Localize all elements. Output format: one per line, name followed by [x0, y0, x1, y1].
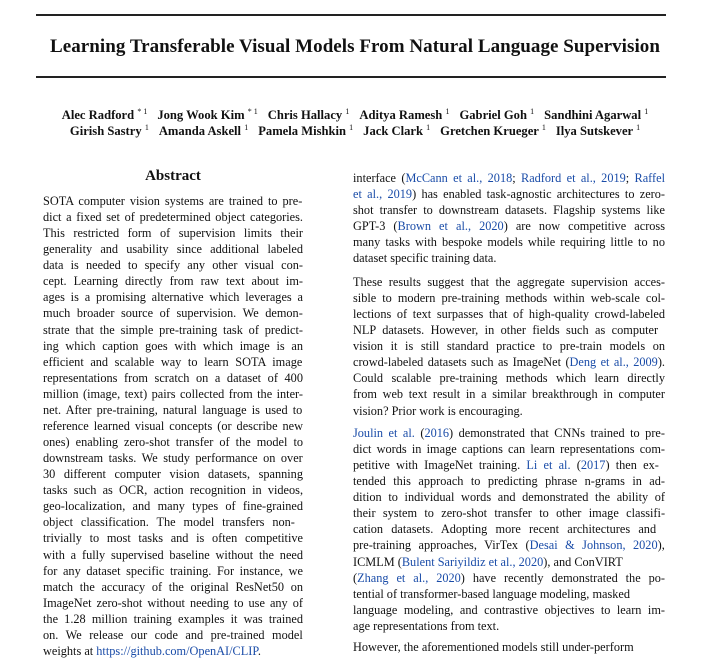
text-run: object classification. The model transfers non- [43, 515, 295, 530]
text-run: ) demonstrated that CNNs trained to pre- [449, 426, 665, 440]
text-run: These results suggest that the aggregate supervision acces- [353, 275, 665, 289]
citation-link[interactable]: Deng et al., 2009 [569, 355, 658, 370]
text-line [43, 273, 303, 289]
text-run: ), [657, 538, 665, 553]
text-line [43, 611, 303, 627]
author-name: Girish Sastry $^1$ [69, 123, 149, 138]
citation-link[interactable]: Radford et al., 2019 [521, 171, 626, 185]
text-line [353, 386, 665, 402]
text-line [353, 586, 630, 602]
citation-link[interactable]: Raffel [634, 171, 666, 185]
text-run: interface ( [353, 171, 406, 185]
text-line [43, 530, 303, 546]
code-link[interactable]: https://github.com/OpenAI/CLIP [96, 643, 258, 658]
author-name: Aditya Ramesh $^1$ [359, 107, 450, 122]
affiliation-marker: 1 [644, 107, 649, 116]
text-run: on. We release our code and pre-trained model [43, 627, 303, 642]
text-line [353, 338, 665, 354]
text-run: data is needed to specify any other visual con- [43, 258, 303, 273]
text-line [353, 170, 665, 186]
text-run: ICMLM ( [353, 554, 402, 569]
text-line [353, 537, 665, 553]
text-run: tasks such as OCR, action recognition in videos, [43, 483, 304, 498]
text-line [353, 202, 665, 218]
text-line [353, 602, 665, 618]
text-line [43, 514, 295, 530]
citation-link[interactable]: Joulin et al. [353, 426, 415, 440]
text-run: the 1.28 million training examples it was trained [43, 611, 304, 626]
text-line [353, 618, 499, 634]
text-line [353, 290, 665, 306]
text-run: lections of text surpasses that of high-quality crowd-labeled [353, 307, 666, 322]
text-run: ; [512, 171, 521, 185]
text-run: efficient and scalable way to learn SOTA image [43, 354, 303, 369]
text-run: ages is a promising alternative which leverages a [43, 290, 303, 305]
text-run: match the accuracy of the original ResNet50 on [43, 579, 303, 594]
text-run: NLP datasets. However, in other fields such as computer [353, 323, 659, 338]
text-run: from web text result in a similar breakthrough in computer [353, 387, 665, 402]
citation-link[interactable]: 2017 [580, 458, 606, 473]
affiliation-marker: 1 [636, 123, 641, 132]
text-line [43, 627, 303, 643]
text-line [353, 370, 665, 386]
text-run: their system to zero-shot transfer to other image classifi- [353, 506, 666, 521]
text-run: GPT-3 ( [353, 219, 398, 234]
text-line [43, 209, 303, 225]
text-run: pre-training approaches, VirTex ( [353, 538, 530, 553]
text-run: petitive with ImageNet training. [353, 458, 527, 473]
text-run: crowd-labeled datasets such as ImageNet ( [353, 355, 570, 370]
citation-link[interactable]: Bulent Sariyildiz et al., 2020 [401, 554, 544, 569]
text-run: ). [657, 355, 665, 370]
text-run: ( [570, 458, 581, 473]
text-line [353, 322, 658, 338]
text-line [43, 305, 303, 321]
affiliation-marker: 1 [426, 123, 431, 132]
citation-link[interactable]: et al., 2019 [353, 187, 413, 202]
text-line [43, 386, 303, 402]
text-run: 30 different computer vision datasets, spanning [43, 467, 303, 482]
text-line [43, 563, 303, 579]
author-name: Amanda Askell $^1$ [158, 123, 249, 138]
text-run: ), and ConVIRT [543, 554, 623, 569]
text-run: downstream tasks. We study performance on over [43, 451, 303, 466]
text-line [353, 489, 665, 505]
affiliation-marker: 1 [541, 123, 546, 132]
text-line [43, 354, 302, 370]
text-line [353, 570, 665, 586]
author-name: Gabriel Goh $^1$ [459, 107, 535, 122]
text-run: ) has enabled task-agnostic architectures to zero- [412, 187, 666, 202]
text-line [353, 425, 665, 441]
text-run: age representations from text. [353, 618, 500, 633]
author-list-row-1 [10, 107, 700, 123]
text-run: ) are now competitive across [503, 219, 666, 234]
text-run: dition to individual words and demonstrated the ability of [353, 490, 666, 505]
text-line [353, 250, 496, 266]
author-name: Gretchen Krueger $^1$ [440, 123, 546, 138]
author-name: Sandhini Agarwal $^1$ [544, 107, 649, 122]
text-run: vision it is still standard practice to pre-train models on [353, 339, 665, 354]
text-run: strate that the simple pre-training task of predict- [43, 322, 303, 337]
affiliation-marker: 1 [445, 107, 450, 116]
text-run: However, the aforementioned models still under-perform [353, 640, 634, 654]
text-line [353, 639, 634, 655]
text-run: . [257, 643, 261, 658]
citation-link[interactable]: Li et al. [526, 458, 571, 473]
text-run: ing which caption goes with which image is an [43, 338, 303, 353]
author-name: Jong Wook Kim $^{* 1}$ [157, 107, 258, 122]
text-run: ) then ex- [605, 458, 659, 473]
text-run: sible to modern pre-training methods within web-scale col- [353, 291, 666, 306]
text-line [43, 466, 303, 482]
text-line [353, 457, 659, 473]
text-line [353, 234, 665, 250]
text-line [353, 554, 623, 570]
text-line [43, 418, 303, 434]
affiliation-marker: 1 [530, 107, 535, 116]
affiliation-marker: 1 [244, 123, 249, 132]
text-run: ( [414, 426, 425, 440]
text-line [43, 595, 303, 611]
text-line [353, 306, 665, 322]
text-line [353, 354, 665, 370]
text-run: dict words in image captions can learn representations com- [353, 442, 665, 457]
affiliation-marker: * 1 [247, 107, 258, 116]
text-run: much broader source of supervision. We demon- [43, 306, 303, 321]
author-name: Ilya Sutskever $^1$ [555, 123, 641, 138]
text-run: representations from scratch on a dataset of 400 [43, 370, 303, 385]
text-run: many tasks with bespoke models while requiring little to no [353, 235, 665, 250]
citation-link[interactable]: McCann et al., 2018 [405, 171, 513, 185]
text-line [43, 498, 303, 514]
citation-link[interactable]: Desai & Johnson, 2020 [529, 538, 658, 553]
text-line [353, 403, 523, 419]
author-name: Alec Radford $^{* 1}$ [61, 107, 148, 122]
text-line [43, 289, 303, 305]
text-run: weights at [43, 643, 97, 658]
text-run: ones) enabling zero-shot transfer of the model to [43, 435, 304, 450]
author-name: Pamela Mishkin $^1$ [258, 123, 354, 138]
affiliation-marker: 1 [345, 107, 350, 116]
author-list-row-2 [10, 123, 700, 139]
text-run: tential of transformer-based language modeling, masked [353, 586, 631, 601]
text-run: Could scalable pre-training methods which learn directly [353, 371, 665, 386]
text-run: dict a fixed set of predetermined object categories. [43, 210, 303, 225]
abstract-heading: Abstract [145, 168, 201, 184]
text-run: cation datasets. Adopting more recent architectures and [353, 522, 657, 537]
text-run: vision? Prior work is encouraging. [353, 403, 523, 418]
text-line [353, 521, 656, 537]
title-bottom-rule [36, 76, 666, 78]
text-line [43, 193, 302, 209]
text-line [43, 434, 303, 450]
affiliation-marker: 1 [349, 123, 354, 132]
text-run: ImageNet zero-shot without needing to use any of [43, 595, 303, 610]
text-line [43, 322, 303, 338]
text-line [353, 473, 665, 489]
text-line [43, 370, 303, 386]
author-name: Chris Hallacy $^1$ [267, 107, 350, 122]
text-run: shot transfer to downstream datasets. Flagship systems like [353, 203, 665, 218]
text-run: tended this approach to predicting phrase n-grams in ad- [353, 474, 665, 489]
top-rule [36, 14, 666, 16]
text-line [43, 225, 303, 241]
text-run: This restricted form of supervision limits their [43, 226, 303, 241]
text-line [353, 274, 665, 290]
text-run: ) have recently demonstrated the po- [460, 570, 665, 585]
text-run: cept. Learning directly from raw text about im- [43, 274, 303, 289]
text-line [43, 402, 302, 418]
text-line [43, 241, 303, 257]
text-run: for any dataset specific training. For instance, we [43, 563, 304, 578]
text-line [353, 505, 665, 521]
text-run: million (image, text) pairs collected from the inter- [43, 386, 303, 401]
text-line [43, 482, 303, 498]
text-run: ; [625, 171, 635, 185]
text-run: ( [353, 570, 358, 585]
paper-title: Learning Transferable Visual Models From Natural Language Supervision [50, 36, 660, 57]
citation-link[interactable]: Brown et al., 2020 [397, 219, 504, 234]
text-line [43, 338, 303, 354]
text-run: trivially to most tasks and is often competitive [43, 531, 303, 546]
text-line [353, 186, 665, 202]
text-line [43, 547, 303, 563]
text-line [43, 579, 303, 595]
text-run: SOTA computer vision systems are trained to pre- [43, 194, 303, 208]
text-run: geo-localization, and many types of fine-grained [43, 499, 304, 514]
author-name: Jack Clark $^1$ [363, 123, 431, 138]
text-line [43, 643, 261, 659]
text-line [353, 441, 665, 457]
citation-link[interactable]: 2016 [424, 426, 450, 440]
text-run: dataset specific training data. [353, 251, 497, 266]
text-run: reference learned visual concepts (or describe new [43, 418, 303, 433]
text-run: language modeling, and contrastive objectives to learn im- [353, 602, 666, 617]
text-run: with a fully supervised baseline without the need [43, 547, 304, 562]
citation-link[interactable]: Zhang et al., 2020 [357, 570, 461, 585]
text-line [43, 257, 303, 273]
text-line [43, 450, 303, 466]
text-run: net. After pre-training, natural language is used to [43, 402, 303, 417]
affiliation-marker: 1 [144, 123, 149, 132]
affiliation-marker: * 1 [137, 107, 148, 116]
text-line [353, 218, 665, 234]
text-run: generality and usability since additional labeled [43, 242, 303, 257]
